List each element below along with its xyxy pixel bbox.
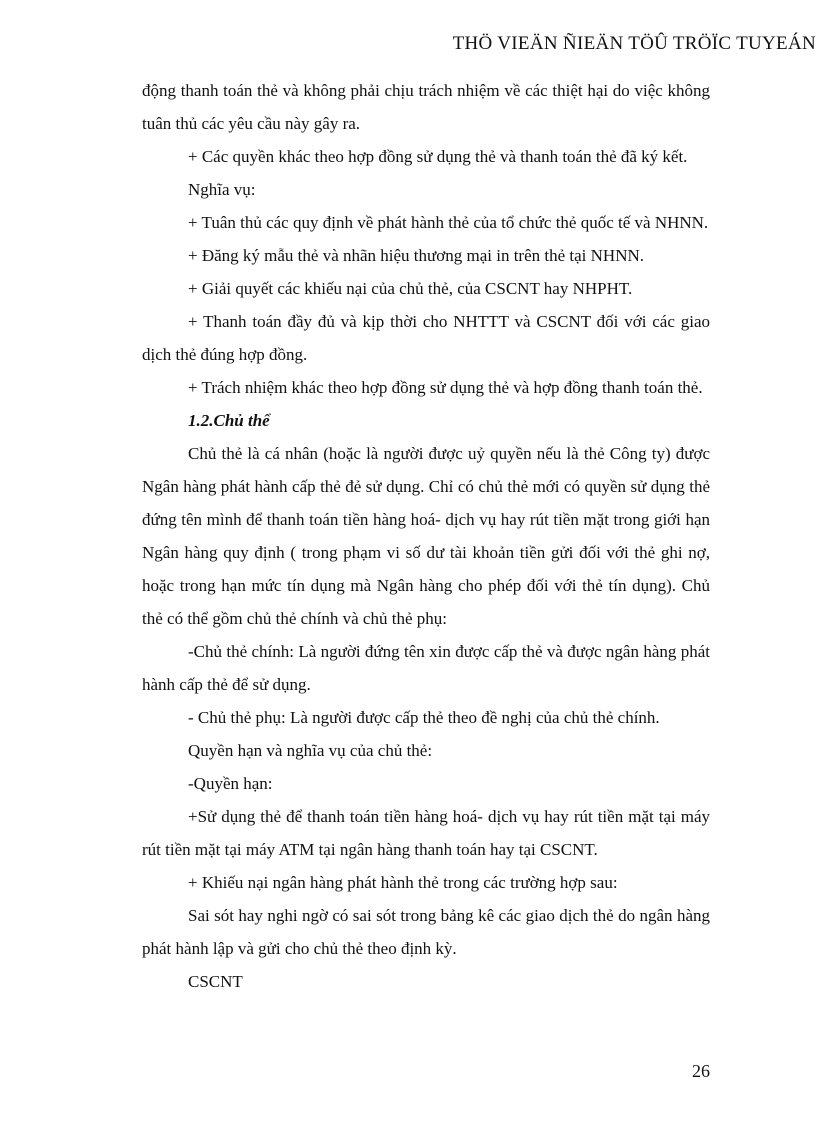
paragraph: CSCNT [188,972,243,991]
paragraph: +Sử dụng thẻ để thanh toán tiền hàng hoá- dịch vụ hay rút tiền mặt tại máy rút tiền mặt tại máy ATM tại ngân hàng thanh toán hay tại CSCNT. [142,807,710,859]
paragraph: + Thanh toán đầy đủ và kịp thời cho NHTTT và CSCNT đối với các giao dịch thẻ đúng hợp đồng. [142,312,710,364]
paragraph: + Trách nhiệm khác theo hợp đồng sử dụng thẻ và hợp đồng thanh toán thẻ. [188,378,703,397]
document-body [142,74,710,998]
paragraph: + Khiếu nại ngân hàng phát hành thẻ trong các trường hợp sau: [188,873,618,892]
paragraph: + Đăng ký mẫu thẻ và nhãn hiệu thương mại in trên thẻ tại NHNN. [188,246,644,265]
paragraph: + Các quyền khác theo hợp đồng sử dụng thẻ và thanh toán thẻ đã ký kết. [188,147,688,166]
paragraph: Nghĩa vụ: [188,180,256,199]
paragraph: -Chủ thẻ chính: Là người đứng tên xin được cấp thẻ và được ngân hàng phát hành cấp thẻ để sử dụng. [142,642,710,694]
paragraph: Sai sót hay nghi ngờ có sai sót trong bảng kê các giao dịch thẻ do ngân hàng phát hành lập và gửi cho chủ thẻ theo định kỳ. [142,906,710,958]
paragraph: - Chủ thẻ phụ: Là người được cấp thẻ theo đề nghị của chủ thẻ chính. [188,708,660,727]
page-header: THÖ VIEÄN ÑIEÄN TÖÛ TRÖÏC TUYEÁN [452,33,816,54]
section-heading: 1.2.Chủ thể [188,411,270,430]
page-number: 26 [692,1061,710,1081]
paragraph: + Tuân thủ các quy định về phát hành thẻ của tổ chức thẻ quốc tế và NHNN. [188,213,709,232]
paragraph: động thanh toán thẻ và không phải chịu trách nhiệm về các thiệt hại do việc không tuân thủ các yêu cầu này gây ra. [142,81,710,133]
paragraph: Chủ thẻ là cá nhân (hoặc là người được uỷ quyền nếu là thẻ Công ty) được Ngân hàng phát hành cấp thẻ đẻ sử dụng. Chỉ có chủ thẻ mới có quyền sử dụng thẻ đứng tên mình để thanh toán tiền hàng hoá- dịch vụ hay rút tiền mặt trong giới hạn Ngân hàng quy định ( trong phạm vi số dư tài khoản tiền gửi đối với thẻ ghi nợ, hoặc trong hạn mức tín dụng mà Ngân hàng cho phép đối với thẻ tín dụng). Chủ thẻ có thể gồm chủ thẻ chính và chủ thẻ phụ: [142,444,710,628]
paragraph: + Giải quyết các khiếu nại của chủ thẻ, của CSCNT hay NHPHT. [188,279,633,298]
paragraph: -Quyền hạn: [188,774,273,793]
paragraph: Quyền hạn và nghĩa vụ của chủ thẻ: [188,741,433,760]
